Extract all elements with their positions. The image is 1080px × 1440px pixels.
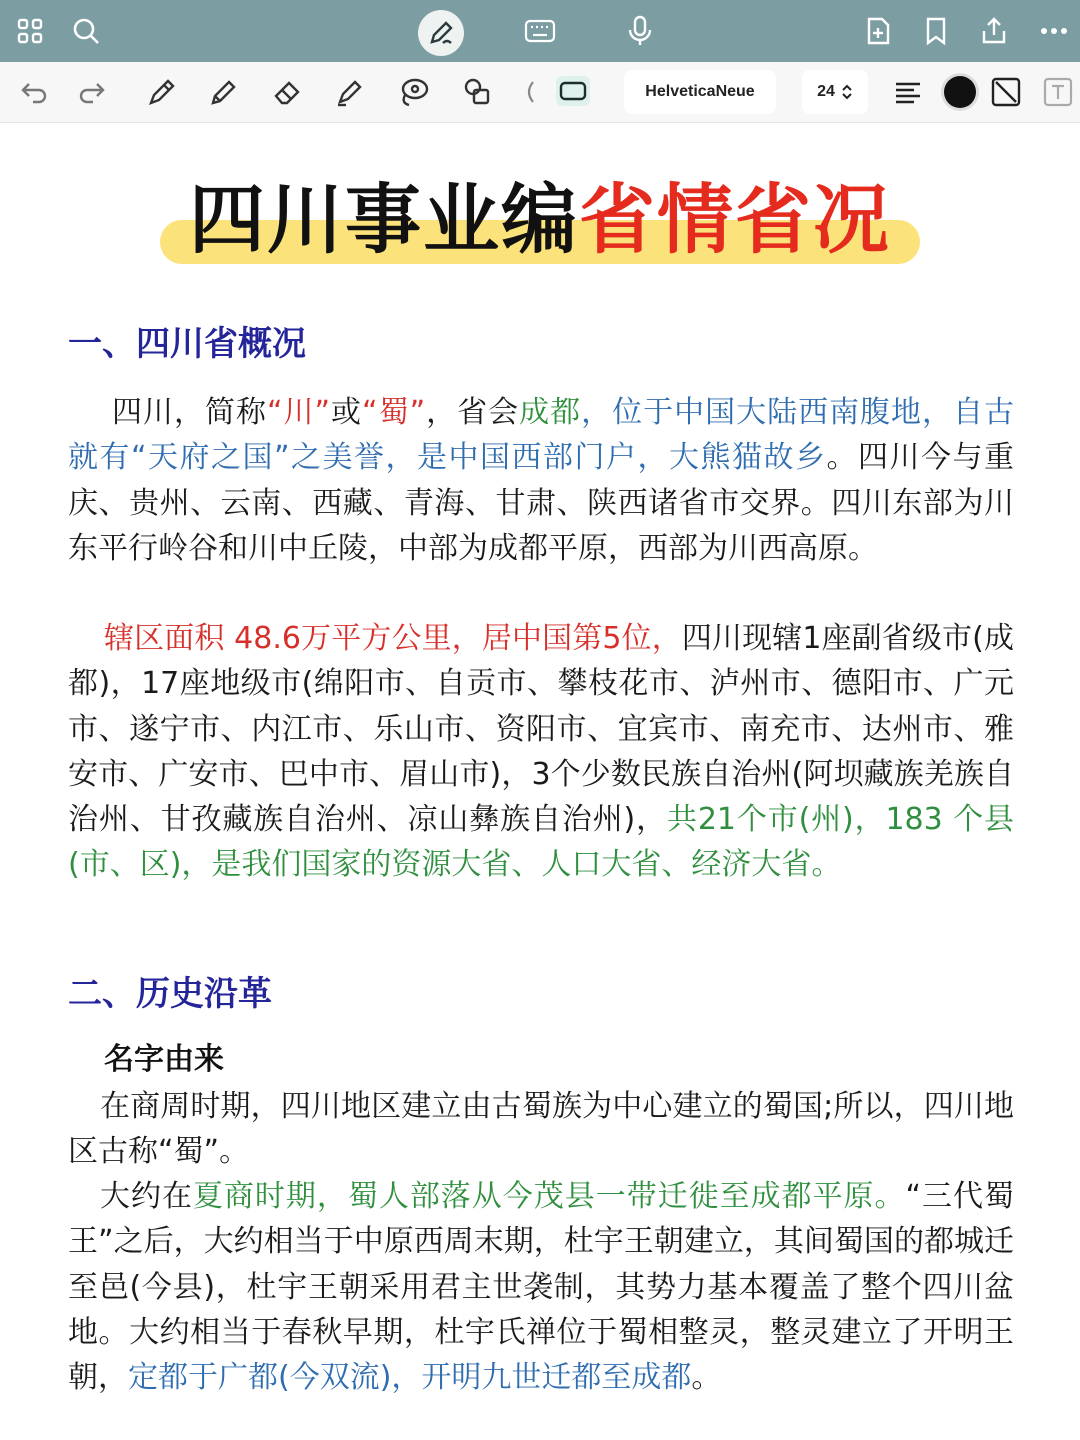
text-run-red: 辖区面积 48.6万平方公里，居中国第5位， bbox=[104, 621, 682, 656]
text-run-green: 共21个市(州)，183 个县(市、区)，是我们国家的资源大省、人口大省、经济大省。 bbox=[68, 802, 1014, 883]
pen-mode-icon[interactable] bbox=[418, 10, 464, 56]
more-options-icon[interactable] bbox=[1034, 11, 1074, 51]
text-run: 或 bbox=[330, 395, 363, 430]
paragraph-overview-1 bbox=[68, 390, 1014, 571]
subheading-name-origin: 名字由来 bbox=[104, 1042, 224, 1077]
highlighter-tool-icon[interactable] bbox=[332, 74, 368, 110]
keyboard-icon[interactable] bbox=[520, 11, 560, 51]
text-run: ，省会 bbox=[425, 395, 520, 430]
section-heading-history: 二、历史沿革 bbox=[68, 974, 272, 1014]
font-family-selector[interactable]: HelveticaNeue bbox=[624, 70, 776, 114]
text-run: 。四川今与重庆、贵州、云南、西藏、青海、甘肃、陕西诸省市交界。四川东部为川东平行岭谷和川中丘陵，中部为成都平原，西部为川西高原。 bbox=[68, 440, 1014, 566]
chevron-up-down-icon bbox=[841, 83, 853, 101]
section-heading-overview: 一、四川省概况 bbox=[68, 324, 306, 364]
text-run-green: 夏商时期，蜀人部落从今茂县一带迁徙至成都平原。 bbox=[192, 1179, 906, 1214]
text-run: 四川现辖1座副省级市(成都)，17座地级市(绵阳市、自贡市、攀枝花市、泸州市、德阳市、广元市、遂宁市、内江市、乐山市、资阳市、宜宾市、南充市、达州市、雅安市、广安市、巴中市、眉山市)，3个少数民族自治州(阿坝藏族羌族自治州、甘孜藏族自治州、凉山彝族自治州)， bbox=[68, 621, 1015, 838]
paragraph-history-1: 在商周时期，四川地区建立由古蜀族为中心建立的蜀国;所以，四川地区古称“蜀”。 bbox=[68, 1089, 1014, 1170]
lasso-partial-icon[interactable] bbox=[522, 74, 536, 110]
text-run-green: 成都 bbox=[519, 395, 582, 430]
lasso-tool-icon[interactable] bbox=[396, 74, 432, 110]
selection-tool-icon[interactable] bbox=[556, 76, 590, 106]
pen-tool-icon[interactable] bbox=[144, 74, 180, 110]
add-page-icon[interactable] bbox=[858, 11, 898, 51]
text-run: 。 bbox=[691, 1360, 722, 1396]
text-run-blue: 位于中国大陆西南腹地，自古就有“天府之国”之美誉，是中国西部门户，大熊猫故乡 bbox=[68, 395, 1015, 476]
title-part-red: 省情省况 bbox=[579, 175, 891, 264]
title-text bbox=[160, 172, 920, 268]
pencil-tool-icon[interactable] bbox=[206, 74, 242, 110]
microphone-icon[interactable] bbox=[620, 11, 660, 51]
paragraph-overview-2 bbox=[68, 616, 1014, 888]
text-run-blue: 定都于广都(今双流)，开明九世迁都至成都 bbox=[128, 1360, 692, 1396]
eraser-tool-icon[interactable] bbox=[270, 74, 306, 110]
text-run-red: “蜀” bbox=[362, 395, 426, 430]
bookmark-icon[interactable] bbox=[916, 11, 956, 51]
search-icon[interactable] bbox=[66, 11, 106, 51]
shapes-tool-icon[interactable] bbox=[460, 74, 496, 110]
text-run-red: “川” bbox=[266, 395, 331, 430]
text-color-swatch[interactable] bbox=[944, 76, 976, 108]
font-size-selector[interactable] bbox=[802, 70, 868, 114]
text-run: 四川，简称 bbox=[112, 395, 267, 430]
text-run: “三代蜀王”之后，大约相当于中原西周末期，杜宇王朝建立，其间蜀国的都城迁至邑(今县)，杜宇王朝采用君主世袭制，其势力基本覆盖了整个四川盆地。大约相当于春秋早期，杜宇氏禅位于蜀相整灵，整灵建立了开明王朝， bbox=[68, 1179, 1015, 1396]
top-app-bar bbox=[0, 0, 1080, 62]
align-text-icon[interactable] bbox=[890, 74, 926, 110]
document-title bbox=[160, 172, 920, 268]
text-run-blue: ， bbox=[581, 395, 613, 430]
redo-icon[interactable] bbox=[74, 74, 110, 110]
share-icon[interactable] bbox=[974, 11, 1014, 51]
paragraph-history-2 bbox=[68, 1174, 1014, 1400]
title-part-black: 四川事业编 bbox=[189, 175, 579, 264]
grid-view-icon[interactable] bbox=[10, 11, 50, 51]
highlight-box-icon[interactable] bbox=[988, 74, 1024, 110]
font-size-value: 24 bbox=[817, 83, 835, 100]
undo-icon[interactable] bbox=[16, 74, 52, 110]
text-box-icon[interactable] bbox=[1040, 74, 1076, 110]
text-run: 大约在 bbox=[100, 1179, 193, 1214]
